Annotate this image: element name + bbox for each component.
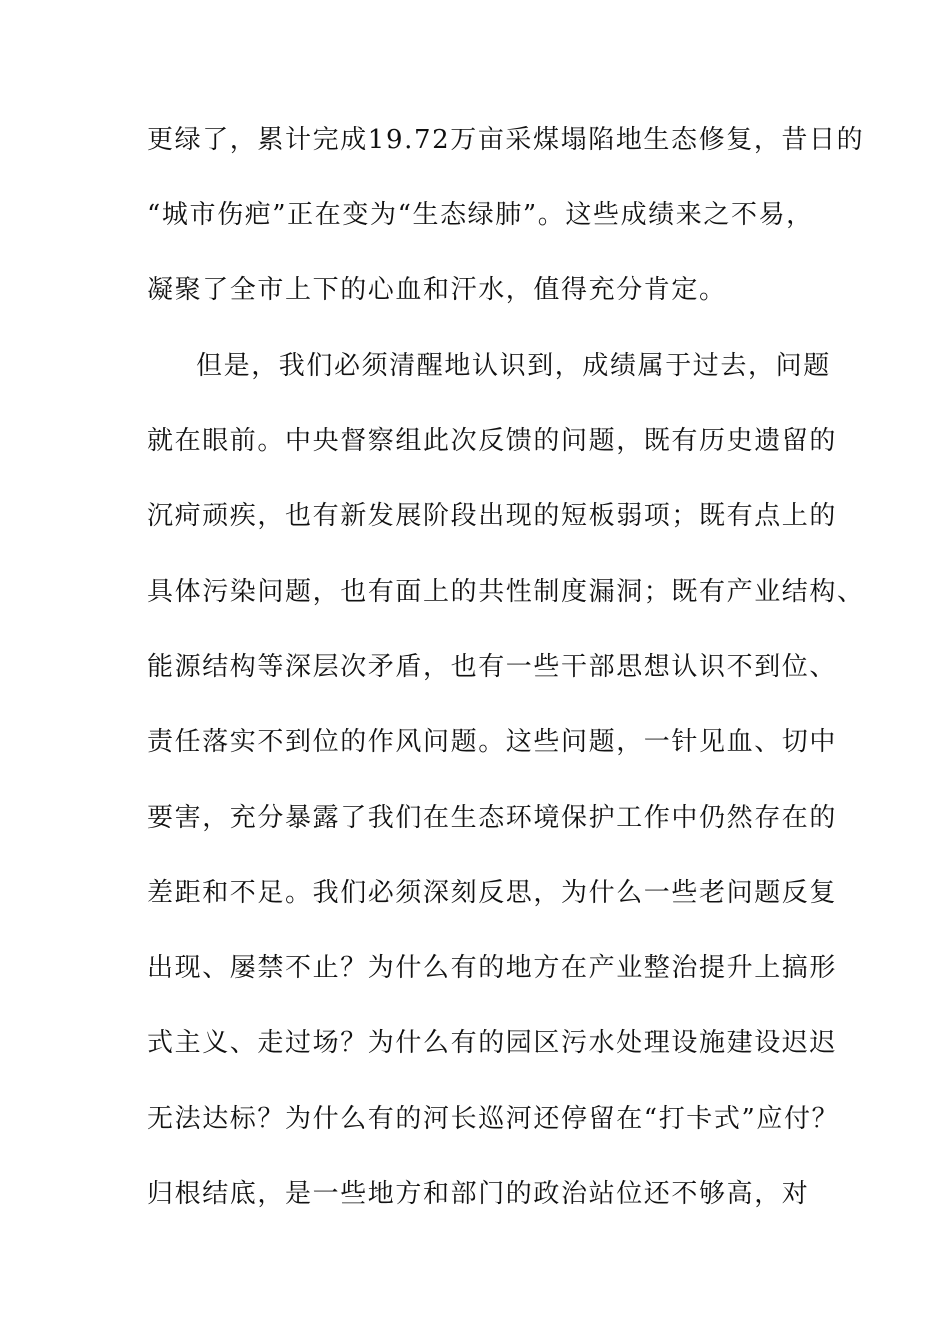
text-line: 差距和不足。我们必须深刻反思，为什么一些老问题反复	[147, 878, 838, 908]
text-line: 式主义、走过场？为什么有的园区污水处理设施建设迟迟	[147, 1028, 838, 1058]
text-line: 凝聚了全市上下的心血和汗水，值得充分肯定。	[147, 275, 727, 305]
text-line: “城市伤疤”正在变为“生态绿肺”。这些成绩来之不易，	[147, 200, 814, 230]
text-line: 要害，充分暴露了我们在生态环境保护工作中仍然存在的	[147, 803, 838, 833]
text-line: 就在眼前。中央督察组此次反馈的问题，既有历史遗留的	[147, 426, 838, 456]
text-line: 归根结底，是一些地方和部门的政治站位还不够高，对	[147, 1179, 810, 1209]
text-line: 出现、屡禁不止？为什么有的地方在产业整治提升上搞形	[147, 953, 838, 983]
text-line: 能源结构等深层次矛盾，也有一些干部思想认识不到位、	[147, 652, 838, 682]
text-line: 具体污染问题，也有面上的共性制度漏洞；既有产业结构、	[147, 577, 865, 607]
text-line: 更绿了，累计完成19.72万亩采煤塌陷地生态修复，昔日的	[147, 125, 865, 155]
paragraph-first-line: 但是，我们必须清醒地认识到，成绩属于过去，问题	[196, 351, 831, 381]
text-line: 责任落实不到位的作风问题。这些问题，一针见血、切中	[147, 727, 838, 757]
text-line: 沉疴顽疾，也有新发展阶段出现的短板弱项；既有点上的	[147, 501, 838, 531]
text-line: 无法达标？为什么有的河长巡河还停留在“打卡式”应付？	[147, 1104, 840, 1134]
